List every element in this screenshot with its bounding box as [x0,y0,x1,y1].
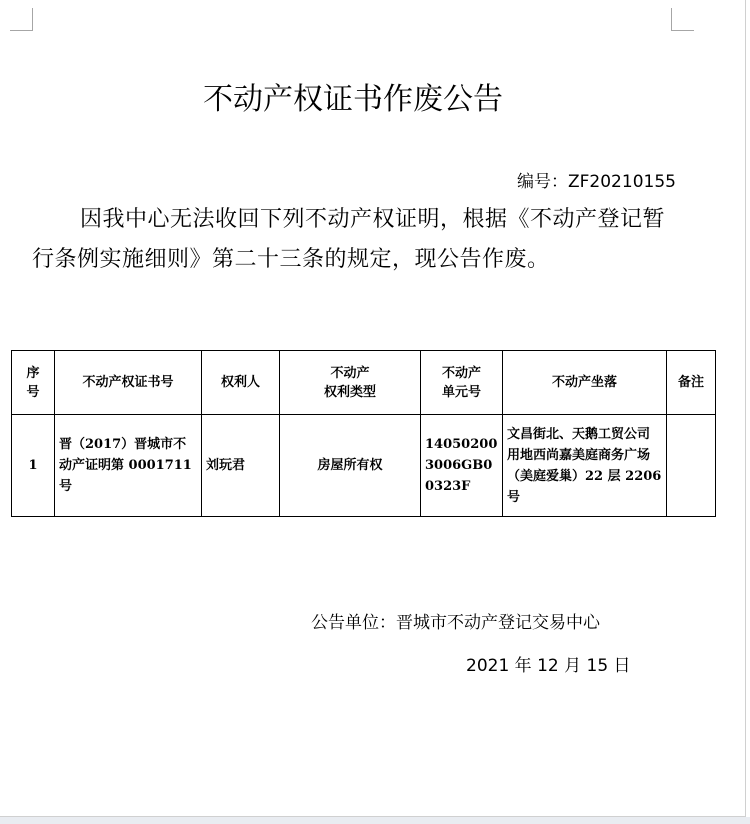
cell-location: 文昌街北、天鹅工贸公司用地西尚嘉美庭商务广场（美庭爱巢）22 层 2206 号 [503,415,667,517]
header-unit-no: 不动产 单元号 [421,351,503,415]
cell-unit-no: 140502003006GB00323F [421,415,503,517]
margin-corner-top-right [671,8,694,31]
header-seq: 序 号 [12,351,55,415]
table-row [12,415,716,517]
document-number: 编号：ZF20210155 [517,172,676,192]
intro-paragraph: 因我中心无法收回下列不动产权证明，根据《不动产登记暂行条例实施细则》第二十三条的规定，现公告作废。 [32,207,666,272]
cell-seq: 1 [12,415,55,517]
header-owner: 权利人 [202,351,280,415]
table-header-row [12,351,716,415]
page-gap [0,817,750,824]
document-title: 不动产权证书作废公告 [203,82,503,117]
cell-owner: 刘玩君 [202,415,280,517]
header-location: 不动产坐落 [503,351,667,415]
issue-date: 2021 年 12 月 15 日 [466,656,631,676]
header-remarks: 备注 [667,351,716,415]
issuing-unit: 公告单位：晋城市不动产登记交易中心 [311,613,600,633]
cell-right-type: 房屋所有权 [280,415,421,517]
header-right-type: 不动产 权利类型 [280,351,421,415]
records-table [11,350,716,517]
cell-remarks [667,415,716,517]
header-cert-no: 不动产权证书号 [55,351,202,415]
margin-corner-top-left [10,8,33,31]
cell-cert-no: 晋（2017）晋城市不动产证明第 0001711 号 [55,415,202,517]
